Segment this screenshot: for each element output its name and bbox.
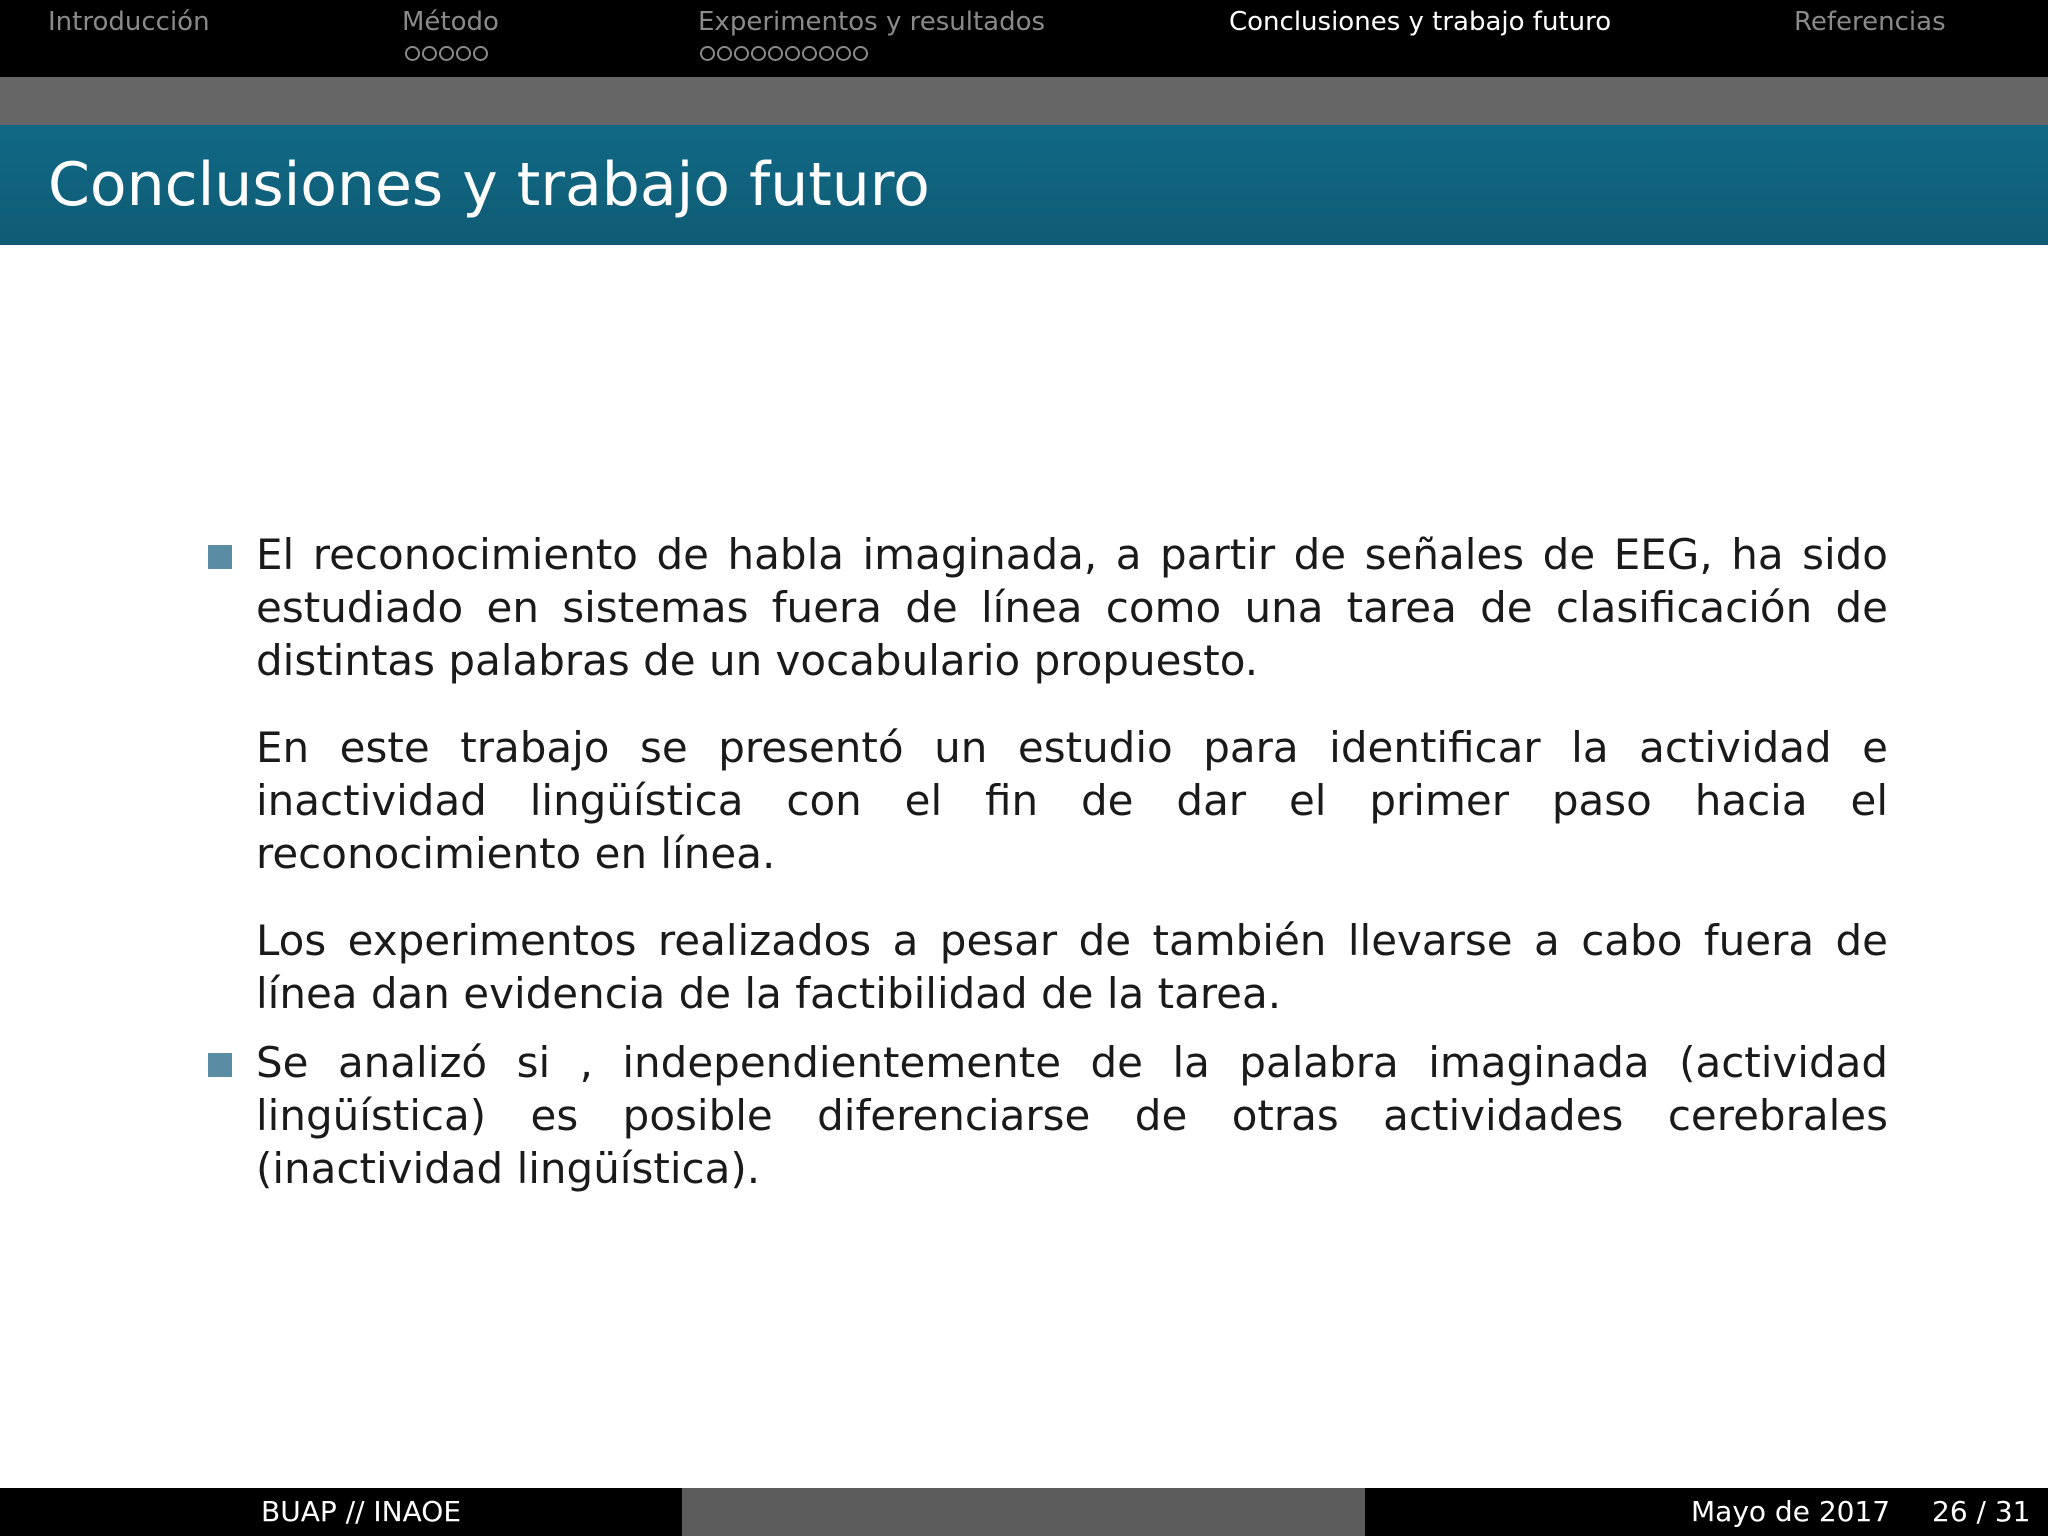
section-navigation-bar (0, 0, 2048, 77)
slide-content (208, 528, 1888, 1195)
square-bullet-icon (208, 1053, 232, 1077)
nav-dot-icon[interactable] (836, 46, 851, 61)
footer-right-panel (1365, 1488, 2048, 1536)
bullet-paragraph: El reconocimiento de habla imaginada, a partir de señales de EEG, ha sido estudiado en sistemas fuera de línea como una tarea de clasificación de distintas palabras de un vocabulario propuesto. (256, 530, 1888, 685)
footer-left-panel (0, 1488, 682, 1536)
footer-bar (0, 1488, 2048, 1536)
nav-dot-icon[interactable] (819, 46, 834, 61)
nav-dot-icon[interactable] (768, 46, 783, 61)
nav-dot-icon[interactable] (439, 46, 454, 61)
footer-date: Mayo de 2017 (1691, 1495, 1891, 1528)
nav-dot-icon[interactable] (422, 46, 437, 61)
nav-section-conclusiones[interactable]: Conclusiones y trabajo futuro (1229, 7, 1612, 37)
nav-dot-icon[interactable] (785, 46, 800, 61)
nav-dot-icon[interactable] (700, 46, 715, 61)
nav-dot-icon[interactable] (853, 46, 868, 61)
nav-dot-icon[interactable] (751, 46, 766, 61)
nav-section-introduccion[interactable]: Introducción (48, 7, 210, 37)
nav-section-referencias[interactable]: Referencias (1794, 7, 1946, 37)
bullet-paragraph: Se analizó si , independientemente de la palabra imaginada (actividad lingüística) es posible diferenciarse de otras actividades cerebrales (inactividad lingüística). (256, 1038, 1888, 1193)
nav-subsection-dots-metodo (405, 46, 488, 66)
bullet-paragraph: Los experimentos realizados a pesar de también llevarse a cabo fuera de línea dan evidencia de la factibilidad de la tarea. (256, 916, 1888, 1018)
square-bullet-icon (208, 545, 232, 569)
page-number: 26 / 31 (1932, 1495, 2031, 1528)
bullet-paragraph: En este trabajo se presentó un estudio para identificar la actividad e inactividad lingüística con el fin de dar el primer paso hacia el reconocimiento en línea. (256, 723, 1888, 878)
nav-section-experimentos[interactable]: Experimentos y resultados (698, 7, 1046, 37)
frame-title: Conclusiones y trabajo futuro (48, 150, 930, 220)
footer-institution: BUAP // INAOE (261, 1495, 462, 1528)
nav-dot-icon[interactable] (405, 46, 420, 61)
footer-middle-panel (682, 1488, 1365, 1536)
nav-dot-icon[interactable] (734, 46, 749, 61)
nav-section-metodo[interactable]: Método (402, 7, 499, 37)
bullet-item (208, 528, 1888, 1020)
nav-dot-icon[interactable] (802, 46, 817, 61)
nav-dot-icon[interactable] (456, 46, 471, 61)
nav-dot-icon[interactable] (717, 46, 732, 61)
bullet-item (208, 1036, 1888, 1195)
nav-dot-icon[interactable] (473, 46, 488, 61)
nav-subsection-dots-experimentos (700, 46, 868, 66)
subsection-bar (0, 77, 2048, 125)
